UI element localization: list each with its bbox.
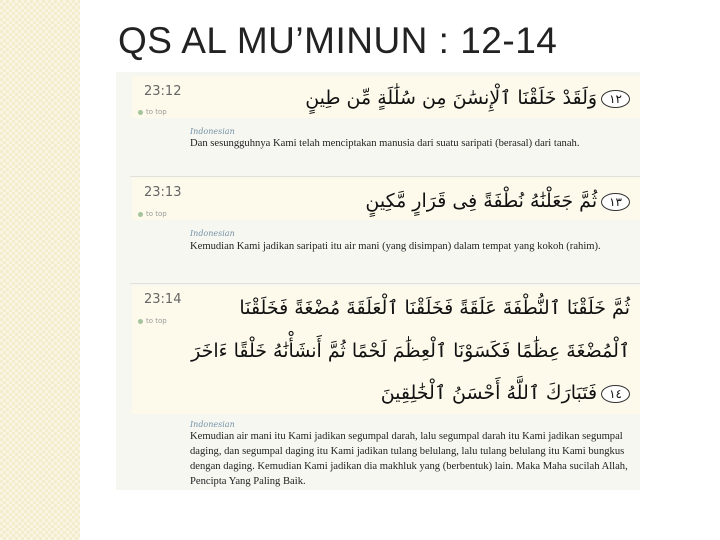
ayah-number-marker: ١٢	[601, 90, 630, 108]
verse-23-14-arabic-line-2: ٱلْمُضْغَةَ عِظَٰمًا فَكَسَوْنَا ٱلْعِظَٰمَ لَحْمًا ثُمَّ أَنشَأْنَٰهُ خَلْقًا ءَاخَرَ	[191, 340, 630, 362]
verse-ref-23-12[interactable]: 23:12	[144, 84, 182, 99]
to-top-label: to top	[146, 317, 167, 325]
to-top-label: to top	[146, 210, 167, 218]
ayah-number-marker: ١٤	[601, 385, 630, 403]
arabic-text: فَتَبَارَكَ ٱللَّهُ أَحْسَنُ ٱلْخَٰلِقِينَ	[380, 382, 598, 404]
up-dot-icon	[138, 110, 143, 115]
up-dot-icon	[138, 319, 143, 324]
quran-screenshot	[116, 72, 640, 490]
verse-ref-23-14[interactable]: 23:14	[144, 292, 182, 307]
up-dot-icon	[138, 212, 143, 217]
verse-23-14-arabic-line-3	[381, 384, 630, 403]
decorative-side-strip	[0, 0, 80, 540]
to-top-label: to top	[146, 108, 167, 116]
to-top-link[interactable]	[138, 317, 167, 325]
slide-title: QS AL MU’MINUN : 12-14	[118, 20, 558, 61]
verse-23-14-translation: Kemudian air mani itu Kami jadikan segumpal darah, lalu segumpal darah itu Kami jadikan segumpal daging, dan segumpal daging itu Kami jadikan tulang belulang, lalu tulang belulang itu Kami bungkus dengan daging. Kemudian Kami jadikan dia makhluk yang (berbentuk) lain. Maka Maha sucilah Allah, Pencipta Yang Paling Baik.	[190, 431, 628, 487]
verse-divider	[130, 176, 640, 177]
translation-language-label: Indonesian	[190, 229, 235, 238]
verse-divider	[130, 283, 640, 284]
verse-23-14-arabic-line-1: ثُمَّ خَلَقْنَا ٱلنُّطْفَةَ عَلَقَةً فَخَلَقْنَا ٱلْعَلَقَةَ مُضْغَةً فَخَلَقْنَا	[239, 297, 630, 319]
to-top-link[interactable]	[138, 108, 167, 116]
ayah-number-marker: ١٣	[601, 193, 630, 211]
to-top-link[interactable]	[138, 210, 167, 218]
translation-language-label: Indonesian	[190, 420, 235, 429]
verse-23-12-arabic	[305, 89, 630, 108]
verse-ref-23-13[interactable]: 23:13	[144, 185, 182, 200]
verse-23-13-arabic	[365, 192, 630, 211]
verse-23-12-translation: Dan sesungguhnya Kami telah menciptakan manusia dari suatu saripati (berasal) dari tanah.	[190, 138, 580, 149]
verse-23-13-translation: Kemudian Kami jadikan saripati itu air mani (yang disimpan) dalam tempat yang kokoh (rahim).	[190, 241, 601, 252]
translation-language-label: Indonesian	[190, 127, 235, 136]
arabic-text: ثُمَّ جَعَلْنَٰهُ نُطْفَةً فِى قَرَارٍ مَّكِينٍ	[365, 190, 598, 212]
arabic-text: وَلَقَدْ خَلَقْنَا ٱلْإِنسَٰنَ مِن سُلَٰلَةٍ مِّن طِينٍ	[305, 87, 598, 109]
